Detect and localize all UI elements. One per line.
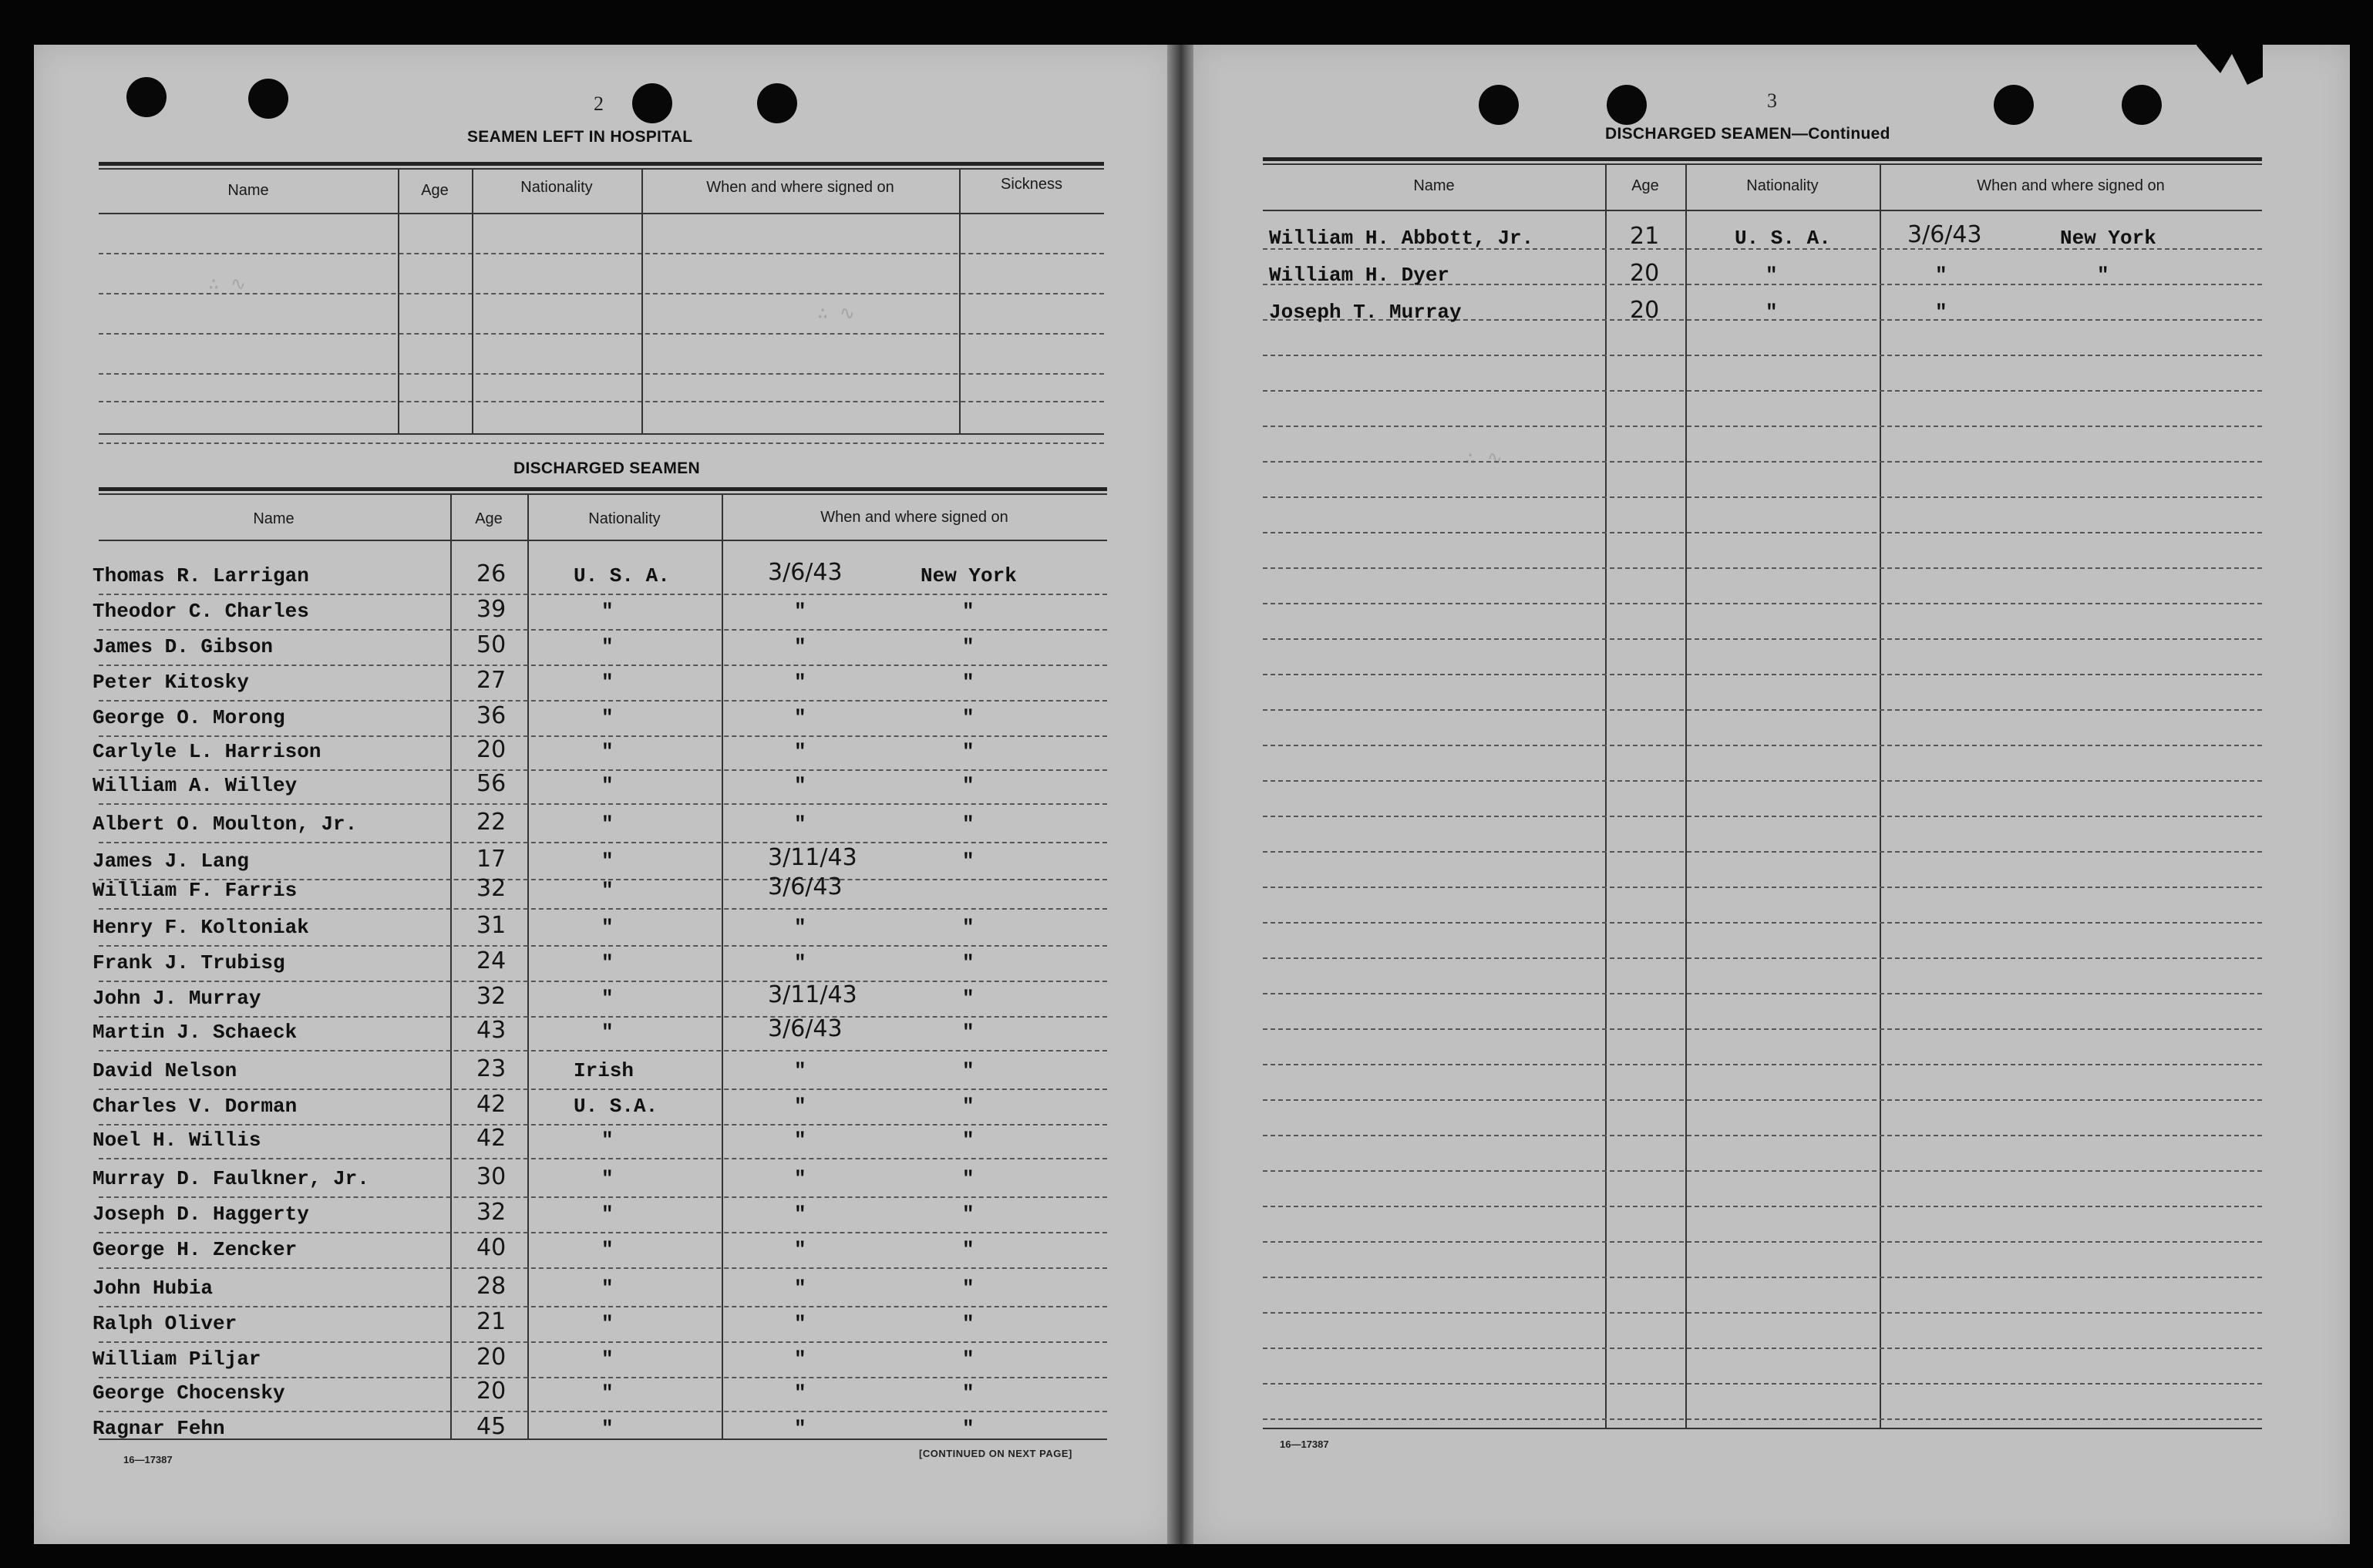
signed-on-date: 3/11/43 [768,981,857,1008]
table-rule [1263,1135,2262,1136]
seaman-age: 27 [476,667,507,694]
signed-on-date: " [1935,301,1947,324]
seaman-nationality: " [601,1129,614,1152]
seaman-name: Noel H. Willis [93,1129,261,1152]
seaman-age: 20 [476,1344,507,1371]
seaman-age: 40 [476,1234,507,1261]
column-header-age: Age [475,510,503,527]
signed-on-place: " [2097,264,2109,287]
column-header-when-where: When and where signed on [820,509,1008,526]
table-rule [99,1411,1107,1412]
seaman-nationality: " [601,1417,614,1440]
seaman-name: Charles V. Dorman [93,1095,298,1118]
seaman-age: 42 [476,1125,507,1152]
seaman-nationality: " [601,1203,614,1226]
seaman-nationality: " [601,1021,614,1044]
table-rule [99,540,1107,541]
table-rule [99,735,1107,737]
table-rule [99,1377,1107,1378]
seaman-name: William A. Willey [93,774,298,797]
signed-on-place: " [962,600,974,623]
signed-on-date: " [794,1129,806,1152]
seaman-age: 24 [476,947,507,974]
signed-on-place: New York [921,564,1017,587]
column-line [398,168,399,435]
column-header-when-where: When and where signed on [1977,177,2165,194]
signed-on-date: " [794,1167,806,1190]
table-rule [99,493,1107,495]
punch-hole [1479,85,1519,125]
table-rule [99,293,1104,294]
table-rule [1263,1348,2262,1349]
table-rule [99,769,1107,771]
seaman-name: John J. Murray [93,987,261,1010]
punch-hole [757,83,797,123]
signed-on-place: " [962,951,974,974]
seaman-name: William H. Dyer [1269,264,1450,287]
seaman-nationality: " [601,850,614,873]
signed-on-date: " [794,1203,806,1226]
seaman-nationality: U. S. A. [1735,227,1831,250]
seaman-nationality: " [601,1277,614,1300]
table-rule [99,945,1107,947]
punch-hole [1994,85,2034,125]
table-rule [1263,922,2262,924]
signed-on-place: " [962,850,974,873]
table-rule [1263,1383,2262,1385]
seaman-nationality: " [601,635,614,658]
table-rule [1263,993,2262,994]
column-header-name: Name [253,510,295,527]
seaman-nationality: U. S. A. [574,564,670,587]
signed-on-place: " [962,1277,974,1300]
table-rule [1263,887,2262,888]
signed-on-place: " [962,1021,974,1044]
table-rule [99,665,1107,666]
signed-on-date: " [794,635,806,658]
signed-on-date: " [794,1095,806,1118]
table-rule [1263,1064,2262,1065]
table-rule [1263,1099,2262,1101]
page-number: 2 [594,93,604,115]
seaman-name: George Chocensky [93,1381,285,1405]
column-line [1605,163,1607,1428]
discharged-continued-title: DISCHARGED SEAMEN—Continued [1605,125,1890,143]
table-rule [99,1306,1107,1307]
signed-on-date: 3/6/43 [1907,221,1982,248]
signed-on-date: " [794,1059,806,1082]
seaman-nationality: Irish [574,1059,634,1082]
signed-on-date: 3/6/43 [768,559,843,586]
table-rule [99,1341,1107,1343]
seaman-age: 20 [476,1378,507,1405]
table-rule [1263,163,2262,165]
seaman-name: Martin J. Schaeck [93,1021,298,1044]
seaman-age: 21 [476,1308,507,1335]
column-header-sickness: Sickness [1000,176,1063,193]
table-rule [99,1050,1107,1052]
signed-on-place: " [962,706,974,729]
signed-on-date: " [794,740,806,763]
signed-on-date: " [794,774,806,797]
hospital-section-title: SEAMEN LEFT IN HOSPITAL [467,128,693,146]
bleed-through-text: ∴ ∿ [1465,449,1503,470]
seaman-nationality: " [601,987,614,1010]
seaman-age: 28 [476,1273,507,1300]
table-rule [99,213,1104,214]
seaman-name: Henry F. Koltoniak [93,916,309,939]
seaman-name: George O. Morong [93,706,285,729]
column-line [722,493,723,1440]
signed-on-date: " [794,1381,806,1405]
signed-on-date: " [794,1277,806,1300]
column-header-when-where: When and where signed on [706,179,894,196]
seaman-name: Murray D. Faulkner, Jr. [93,1167,369,1190]
signed-on-place: " [962,1059,974,1082]
column-line [959,168,961,435]
continued-note: [CONTINUED ON NEXT PAGE] [919,1448,1072,1459]
seaman-age: 43 [476,1017,507,1044]
seaman-name: Ralph Oliver [93,1312,237,1335]
table-rule [99,1158,1107,1159]
table-rule [99,1232,1107,1233]
table-rule [1263,745,2262,746]
seaman-age: 23 [476,1055,507,1082]
seaman-nationality: " [601,706,614,729]
seaman-age: 31 [476,912,507,939]
table-rule [99,373,1104,375]
seaman-nationality: " [601,600,614,623]
signed-on-place: " [962,1417,974,1440]
punch-hole [126,77,167,117]
seaman-age: 30 [476,1163,507,1190]
signed-on-date: " [794,1312,806,1335]
signed-on-place: " [962,1095,974,1118]
table-rule [1263,1241,2262,1243]
page-number: 3 [1767,89,1777,112]
signed-on-date: " [794,1238,806,1261]
table-rule [1263,1428,2262,1429]
table-rule [1263,496,2262,498]
table-rule [99,629,1107,631]
signed-on-date: 3/11/43 [768,844,857,871]
signed-on-date: " [794,706,806,729]
punch-hole [1607,85,1647,125]
column-header-name: Name [1413,177,1455,194]
signed-on-date: " [794,813,806,836]
column-line [641,168,643,435]
seaman-nationality: " [1765,301,1778,324]
seaman-age: 20 [476,736,507,763]
seaman-age: 17 [476,846,507,873]
signed-on-place: " [962,740,974,763]
signed-on-place: " [962,916,974,939]
seaman-age: 26 [476,560,507,587]
signed-on-place: New York [2060,227,2156,250]
table-rule [1263,1418,2262,1420]
seaman-age: 36 [476,702,507,729]
signed-on-date: " [794,600,806,623]
seaman-name: Theodor C. Charles [93,600,309,623]
seaman-name: Thomas R. Larrigan [93,564,309,587]
column-header-nationality: Nationality [1746,177,1819,194]
signed-on-place: " [962,774,974,797]
signed-on-place: " [962,1129,974,1152]
column-header-age: Age [1631,177,1659,194]
signed-on-place: " [962,1238,974,1261]
table-rule [99,842,1107,843]
discharged-section-title: DISCHARGED SEAMEN [513,459,700,477]
table-rule [99,1196,1107,1198]
torn-corner [2190,31,2267,100]
seaman-name: Peter Kitosky [93,671,249,694]
signed-on-date: " [794,916,806,939]
seaman-nationality: " [601,1381,614,1405]
seaman-age: 32 [476,875,507,902]
seaman-name: William H. Abbott, Jr. [1269,227,1534,250]
seaman-age: 32 [476,983,507,1010]
table-rule [1263,355,2262,356]
punch-hole [2122,85,2162,125]
table-rule [1263,674,2262,675]
table-rule [99,803,1107,805]
punch-hole [632,83,672,123]
table-rule [99,1267,1107,1269]
seaman-name: John Hubia [93,1277,214,1300]
table-rule [1263,390,2262,392]
table-rule [1263,1170,2262,1172]
table-rule [1263,816,2262,817]
seaman-nationality: " [1765,264,1778,287]
seaman-age: 22 [476,809,507,836]
punch-hole [248,79,288,119]
table-rule [99,700,1107,702]
table-rule [1263,461,2262,463]
table-rule [1263,709,2262,711]
table-rule [1263,1277,2262,1278]
table-rule [99,162,1104,166]
column-header-nationality: Nationality [520,179,593,196]
seaman-name: Ragnar Fehn [93,1417,225,1440]
signed-on-date: " [794,951,806,974]
signed-on-date: " [794,1417,806,1440]
signed-on-place: " [962,813,974,836]
signed-on-date: " [1935,264,1947,287]
table-rule [99,1089,1107,1090]
seaman-age: 42 [476,1091,507,1118]
table-rule [1263,1312,2262,1314]
seaman-nationality: " [601,1167,614,1190]
seaman-name: William F. Farris [93,879,298,902]
seaman-age: 32 [476,1199,507,1226]
table-rule [1263,426,2262,427]
column-header-name: Name [227,182,269,199]
table-rule [1263,851,2262,853]
signed-on-place: " [962,1312,974,1335]
seaman-nationality: " [601,1238,614,1261]
seaman-age: 39 [476,596,507,623]
signed-on-date: " [794,671,806,694]
signed-on-place: " [962,987,974,1010]
seaman-name: David Nelson [93,1059,237,1082]
seaman-nationality: U. S.A. [574,1095,658,1118]
seaman-nationality: " [601,879,614,902]
form-number: 16—17387 [1280,1438,1329,1450]
table-rule [1263,957,2262,959]
seaman-name: James J. Lang [93,850,249,873]
seaman-nationality: " [601,916,614,939]
table-rule [99,981,1107,982]
table-rule [99,594,1107,595]
seaman-age: 20 [1630,297,1660,324]
seaman-age: 21 [1630,223,1660,250]
signed-on-place: " [962,1381,974,1405]
table-rule [1263,638,2262,640]
column-line [1880,163,1881,1428]
bleed-through-text: ∴ ∿ [208,275,246,296]
signed-on-date: 3/6/43 [768,873,843,900]
seaman-nationality: " [601,1312,614,1335]
table-rule [1263,1028,2262,1030]
table-rule [99,1124,1107,1126]
table-rule [1263,210,2262,211]
table-rule [99,401,1104,402]
table-rule [99,433,1104,435]
signed-on-place: " [962,1167,974,1190]
table-rule [99,168,1104,170]
seaman-name: James D. Gibson [93,635,274,658]
table-rule [1263,1206,2262,1207]
seaman-name: William Piljar [93,1348,261,1371]
column-line [450,493,452,1440]
signed-on-date: " [794,1348,806,1371]
signed-on-date: 3/6/43 [768,1015,843,1042]
bleed-through-text: ∴ ∿ [817,305,855,325]
signed-on-place: " [962,1203,974,1226]
seaman-age: 56 [476,770,507,797]
table-rule [1263,603,2262,604]
table-rule [99,253,1104,254]
seaman-name: Albert O. Moulton, Jr. [93,813,358,836]
table-rule [99,908,1107,910]
column-header-nationality: Nationality [588,510,661,527]
seaman-nationality: " [601,813,614,836]
table-rule [1263,780,2262,782]
seaman-nationality: " [601,774,614,797]
table-rule [1263,532,2262,533]
seaman-nationality: " [601,740,614,763]
signed-on-place: " [962,1348,974,1371]
seaman-nationality: " [601,1348,614,1371]
seaman-age: 20 [1630,260,1660,287]
seaman-name: George H. Zencker [93,1238,298,1261]
form-number: 16—17387 [123,1454,173,1465]
seaman-name: Joseph T. Murray [1269,301,1462,324]
table-rule [1263,157,2262,161]
table-rule [99,1438,1107,1440]
table-rule [1263,567,2262,569]
seaman-name: Carlyle L. Harrison [93,740,321,763]
column-line [472,168,473,435]
table-rule [99,487,1107,491]
seaman-nationality: " [601,671,614,694]
seaman-name: Joseph D. Haggerty [93,1203,309,1226]
column-line [527,493,529,1440]
seaman-name: Frank J. Trubisg [93,951,285,974]
table-rule [99,333,1104,335]
table-rule [99,442,1104,444]
seaman-age: 45 [476,1413,507,1440]
signed-on-place: " [962,671,974,694]
signed-on-place: " [962,635,974,658]
seaman-nationality: " [601,951,614,974]
seaman-age: 50 [476,631,507,658]
column-line [1685,163,1687,1428]
table-rule [99,1016,1107,1018]
column-header-age: Age [421,182,449,199]
